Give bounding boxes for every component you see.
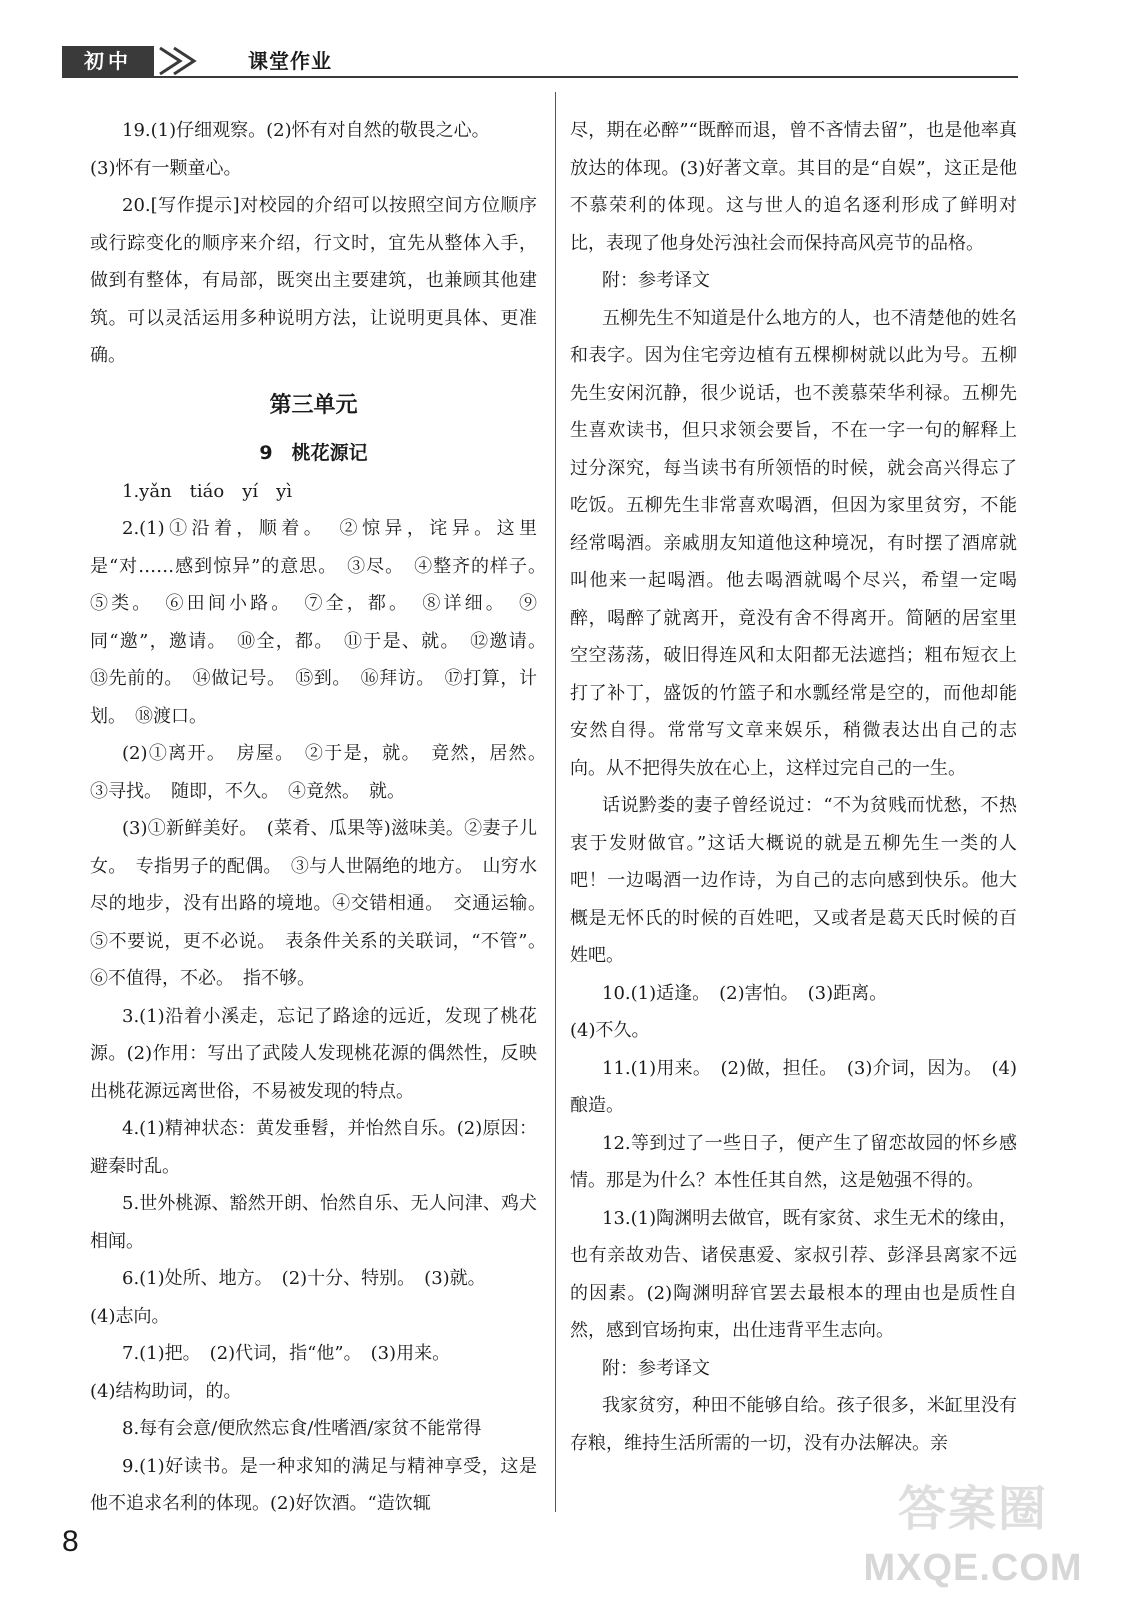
watermark-logo: [858, 1466, 1088, 1590]
answer-paragraph: 7.(1)把。 (2)代词，指“他”。 (3)用来。: [122, 1343, 451, 1364]
answer-paragraph: (3)①新鲜美好。 (菜肴、瓜果等)滋味美。②妻子儿女。 专指男子的配偶。 ③与人世隔绝的地方。 山穷水尽的地步，没有出路的境地。④交错相通。 交通运输。 ⑤不要说，更不必说。 表条件关系的关联词，“不管”。 ⑥不值得，不必。 指不够。: [90, 818, 555, 989]
chevron-right-icon: [154, 46, 234, 76]
answer-paragraph: 3.(1)沿着小溪走，忘记了路途的远近，发现了桃花源。(2)作用：写出了武陵人发现桃花源的偶然性，反映出桃花源远离世俗，不易被发现的特点。: [90, 1005, 537, 1102]
answer-paragraph: 8.每有会意/便欣然忘食/性嗜酒/家贫不能常得: [122, 1418, 482, 1439]
translation-paragraph: 我家贫穷，种田不能够自给。孩子很多，米缸里没有存粮，维持生活所需的一切，没有办法解决。亲: [570, 1395, 1017, 1454]
left-column: [90, 112, 555, 1523]
answer-paragraph: (4)志向。: [90, 1305, 170, 1327]
header-title: 课堂作业: [248, 49, 332, 73]
answer-paragraph: 9.(1)好读书。是一种求知的满足与精神享受，这是他不追求名利的体现。(2)好饮酒。“造饮辄: [90, 1455, 537, 1514]
page-number: 8: [62, 1525, 79, 1558]
header-rule: [62, 76, 1018, 78]
lesson-title: 9 桃花源记: [259, 441, 368, 464]
answer-paragraph: 13.(1)陶渊明去做官，既有家贫、求生无术的缘由，也有亲故劝告、诸侯惠爱、家叔引荐、彭泽县离家不远的因素。(2)陶渊明辞官罢去最根本的理由也是质性自然，感到官场拘束，出仕违背平生志向。: [570, 1207, 1017, 1341]
answer-paragraph: 4.(1)精神状态：黄发垂髫，并怡然自乐。(2)原因：避秦时乱。: [90, 1118, 537, 1177]
answer-paragraph: 11.(1)用来。 (2)做，担任。 (3)介词，因为。 (4)酿造。: [570, 1057, 1017, 1116]
answer-paragraph: 尽，期在必醉”“既醉而退，曾不吝情去留”，也是他率真放达的体现。(3)好著文章。其目的是“自娱”，这正是他不慕荣利的体现。这与世人的追名逐利形成了鲜明对比，表现了他身处污浊社会而保持高风亮节的品格。: [570, 120, 1017, 254]
section-label: 附：参考译文: [602, 270, 710, 291]
answer-paragraph: 10.(1)适逢。 (2)害怕。 (3)距离。: [602, 982, 888, 1004]
watermark-url: MXQE.COM: [863, 1547, 1083, 1589]
answer-paragraph: 6.(1)处所、地方。 (2)十分、特别。 (3)就。: [122, 1268, 486, 1289]
answer-paragraph: 12.等到过了一些日子，便产生了留恋故园的怀乡感情。那是为什么？本性任其自然，这是勉强不得的。: [570, 1132, 1017, 1191]
translation-paragraph: 话说黔娄的妻子曾经说过：“不为贫贱而忧愁，不热衷于发财做官。”这话大概说的就是五柳先生一类的人吧！一边喝酒一边作诗，为自己的志向感到快乐。他大概是无怀氏的时候的百姓吧，又或者是葛天氏时候的百姓吧。: [570, 795, 1017, 966]
page-header: [62, 46, 1018, 78]
answer-paragraph: 5.世外桃源、豁然开朗、怡然自乐、无人问津、鸡犬相闻。: [90, 1193, 537, 1252]
header-badge: 初中: [62, 46, 154, 76]
translation-paragraph: 五柳先生不知道是什么地方的人，也不清楚他的姓名和表字。因为住宅旁边植有五棵柳树就以此为号。五柳先生安闲沉静，很少说话，也不羡慕荣华利禄。五柳先生喜欢读书，但只求领会要旨，不在一字一句的解释上过分深究，每当读书有所领悟的时候，就会高兴得忘了吃饭。五柳先生非常喜欢喝酒，但因为家里贫穷，不能经常喝酒。亲戚朋友知道他这种境况，有时摆了酒席就叫他来一起喝酒。他去喝酒就喝个尽兴，希望一定喝醉，喝醉了就离开，竟没有舍不得离开。简陋的居室里空空荡荡，破旧得连风和太阳都无法遮挡；粗布短衣上打了补丁，盛饭的竹篮子和水瓢经常是空的，而他却能安然自得。常常写文章来娱乐，稍微表达出自己的志向。从不把得失放在心上，这样过完自己的一生。: [570, 307, 1017, 779]
column-divider: [555, 92, 556, 1512]
answer-paragraph: 2.(1)①沿着，顺着。 ②惊异，诧异。这里是“对……感到惊异”的意思。 ③尽。 ④整齐的样子。 ⑤类。 ⑥田间小路。 ⑦全，都。 ⑧详细。 ⑨同“邀”，邀请。 ⑩全，都。 ⑪于是、就。 ⑫邀请。 ⑬先前的。 ⑭做记号。 ⑮到。 ⑯拜访。 ⑰打算，计划。 ⑱渡口。: [90, 518, 555, 727]
answer-paragraph: (2)①离开。 房屋。 ②于是，就。 竟然，居然。 ③寻找。 随即，不久。 ④竟然。 就。: [90, 743, 555, 802]
section-label: 附：参考译文: [602, 1357, 710, 1379]
answer-paragraph: 19.(1)仔细观察。(2)怀有对自然的敬畏之心。: [122, 120, 490, 141]
watermark-text: 答案圈: [897, 1481, 1048, 1537]
right-column: [570, 112, 1017, 1462]
answer-paragraph: 20.[写作提示]对校园的介绍可以按照空间方位顺序或行踪变化的顺序来介绍，行文时，宜先从整体入手，做到有整体，有局部，既突出主要建筑，也兼顾其他建筑。可以灵活运用多种说明方法，让说明更具体、更准确。: [90, 195, 537, 366]
answer-paragraph: 1.yǎn tiáo yí yì: [122, 480, 293, 502]
answer-paragraph: (4)结构助词，的。: [90, 1380, 242, 1402]
answer-paragraph: (4)不久。: [570, 1020, 650, 1041]
answer-paragraph: (3)怀有一颗童心。: [90, 157, 242, 179]
unit-title: 第三单元: [269, 392, 358, 418]
